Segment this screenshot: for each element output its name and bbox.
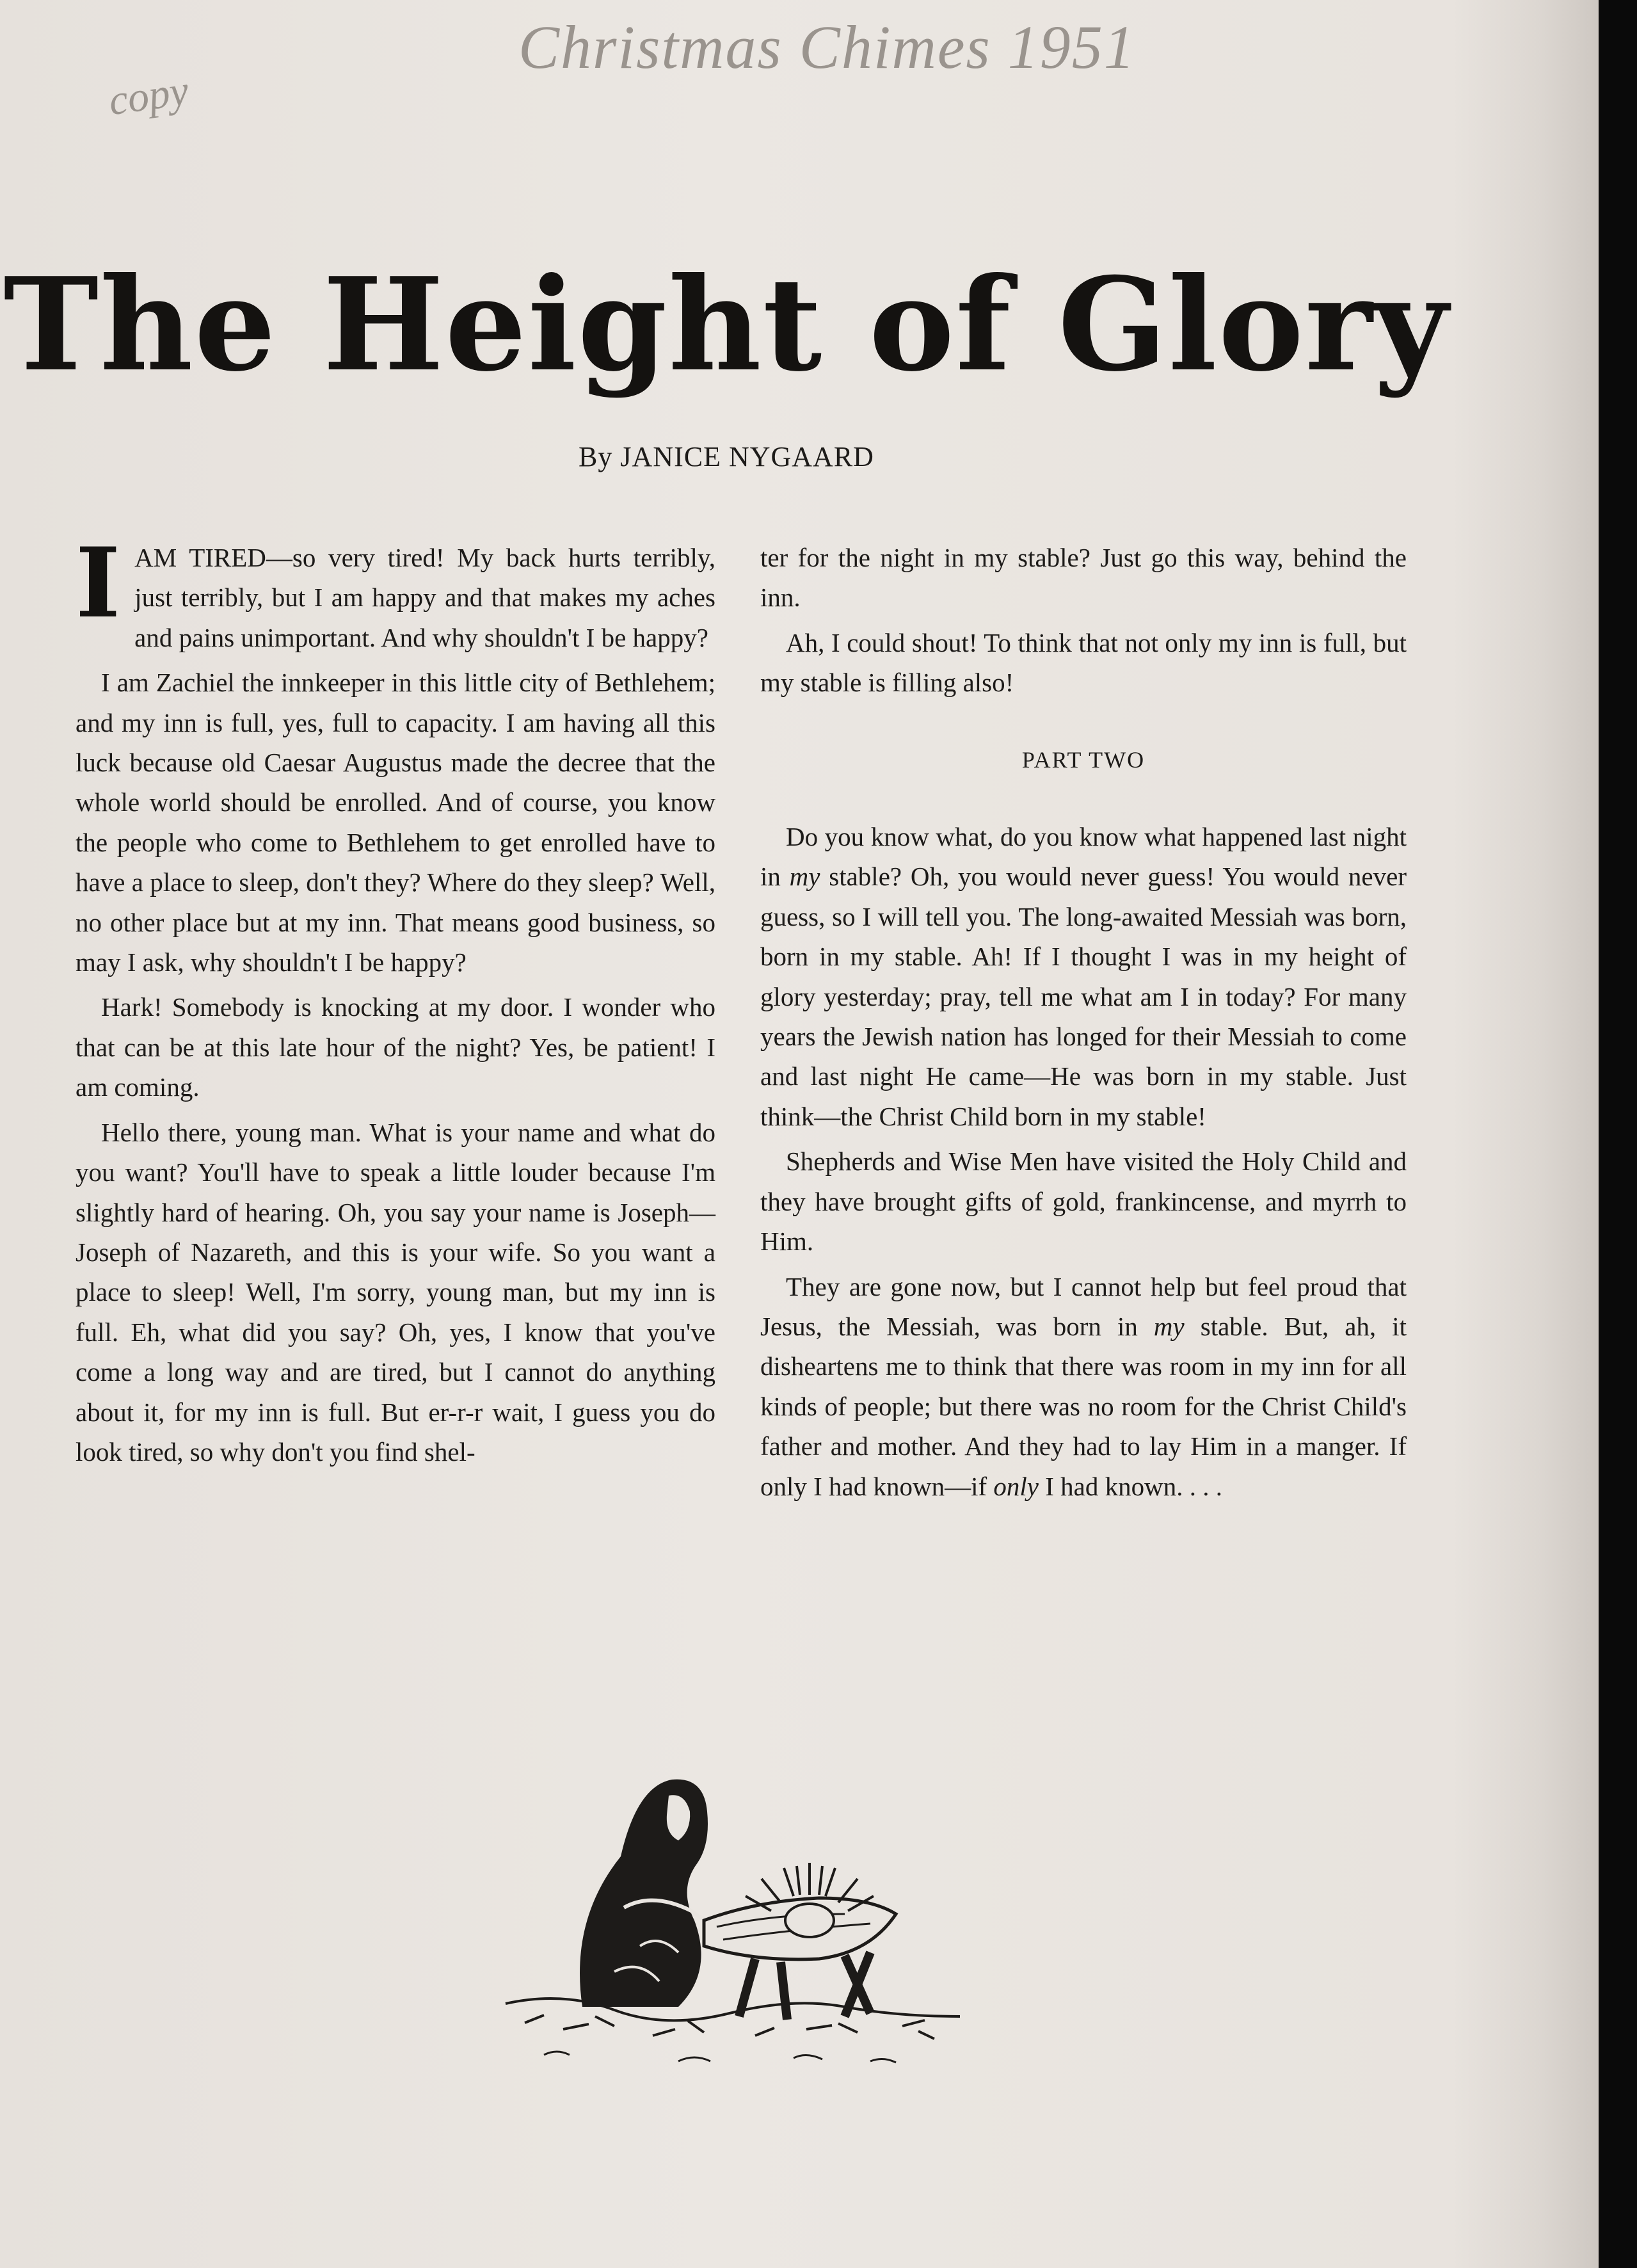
paragraph-1-text: AM TIRED—so very tired! My back hurts terribly, just terribly, but I am happy and that makes my aches and pains unimportant. And why shouldn't I be happy? <box>134 543 715 652</box>
right-column <box>760 538 1407 1506</box>
paragraph-9: They are gone now, but I cannot help but feel proud that Jesus, the Messiah, was born in my stable. But, ah, it disheartens me to think that there was room in my inn for all kinds of people; but there was no room for the Christ Child's father and mother. And they had to lay Him in a manger. If only I had known—if only I had known. . . . <box>760 1271 1407 1501</box>
section-heading-part-two: PART TWO <box>1021 746 1146 773</box>
nativity-illustration-icon <box>486 1760 998 2093</box>
article-title: The Height of Glory <box>3 250 1449 400</box>
article-byline: By JANICE NYGAARD <box>579 441 874 472</box>
handwritten-header-note: Christmas Chimes 1951 <box>518 13 1136 81</box>
paragraph-7: Do you know what, do you know what happened last night in my stable? Oh, you would never guess! You would never guess, so I will tell you. The long-awaited Messiah was born, born in my stable. Ah! If I thought I was in my height of glory yesterday; pray, tell me what am I in today? For many years the Jewish nation has longed for their Messiah to come and last night He came—He was born in my stable. Just think—the Christ Child born in my stable! <box>760 822 1407 1131</box>
page-fold-shadow <box>1453 0 1599 2268</box>
paragraph-8: Shepherds and Wise Men have visited the Holy Child and they have brought gifts of gold, frankincense, and myrrh to Him. <box>760 1146 1407 1257</box>
handwritten-copy-note: copy <box>106 67 191 125</box>
paragraph-2: I am Zachiel the innkeeper in this little city of Bethlehem; and my inn is full, yes, full to capacity. I am having all this luck because old Caesar Augustus made the decree that the whole world should be enrolled. And of course, you know the people who come to Bethlehem to get enrolled have to have a place to sleep, don't they? Where do they sleep? Well, no other place but at my inn. That means good business, so may I ask, why shouldn't I be happy? <box>76 668 715 977</box>
paragraph-6: Ah, I could shout! To think that not only my inn is full, but my stable is filling also! <box>760 627 1407 698</box>
left-column <box>76 527 715 1472</box>
paragraph-4: Hello there, young man. What is your name and what do you want? You'll have to speak a little louder because I'm slightly hard of hearing. Oh, you say your name is Joseph—Joseph of Nazareth, and this is your wife. So you want a place to sleep! Well, I'm sorry, young man, but my inn is full. Eh, what did you say? Oh, yes, I know that you've come a long way and are tired, but I cannot do anything about it, for my inn is full. But er-r-r wait, I guess you do look tired, so why don't you find shel- <box>76 1117 715 1467</box>
paragraph-5: ter for the night in my stable? Just go this way, behind the inn. <box>760 543 1407 613</box>
scan-edge <box>1599 0 1637 2268</box>
paragraph-3: Hark! Somebody is knocking at my door. I wonder who that can be at this late hour of the night? Yes, be patient! I am coming. <box>76 992 715 1102</box>
drop-cap-letter: I <box>76 527 121 639</box>
paragraph-1 <box>76 527 715 657</box>
